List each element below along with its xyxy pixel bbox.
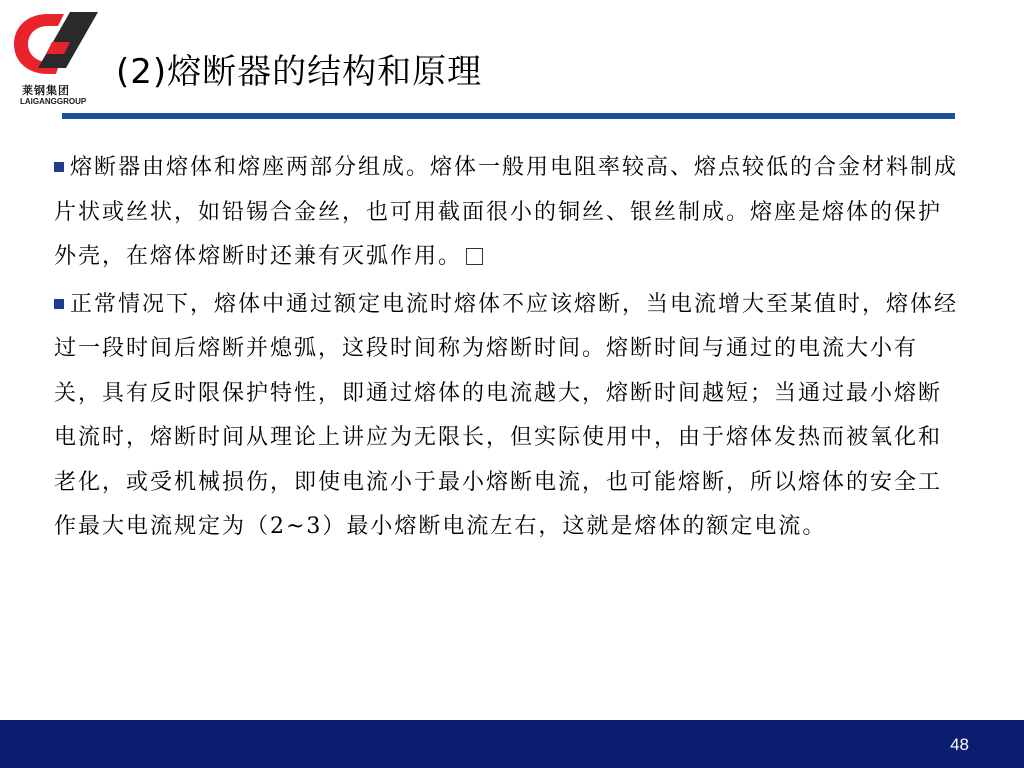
- checkbox-icon: [466, 248, 483, 265]
- footer-bar: [0, 720, 1024, 768]
- company-logo: [8, 6, 104, 106]
- square-bullet-icon: [54, 162, 64, 172]
- paragraph-principle: [54, 283, 960, 550]
- logo-name-cn: 莱钢集团: [22, 84, 70, 97]
- paragraph-structure-text: 熔断器由熔体和熔座两部分组成。熔体一般用电阻率较高、熔点较低的合金材料制成片状或丝状，如铅锡合金丝，也可用截面很小的铜丝、银丝制成。熔座是熔体的保护外壳，在熔体熔断时还兼有灭弧作用。: [54, 155, 959, 269]
- slide-title: (2)熔断器的结构和原理: [116, 52, 483, 92]
- logo-name-en: LAIGANGGROUP: [20, 97, 87, 106]
- square-bullet-icon: [54, 299, 64, 309]
- paragraph-principle-text: 正常情况下，熔体中通过额定电流时熔体不应该熔断，当电流增大至某值时，熔体经过一段时间后熔断并熄弧，这段时间称为熔断时间。熔断时间与通过的电流大小有关，具有反时限保护特性，即通过熔体的电流越大，熔断时间越短；当通过最小熔断电流时，熔断时间从理论上讲应为无限长，但实际使用中，由于熔体发热而被氧化和老化，或受机械损伤，即使电流小于最小熔断电流，也可能熔断，所以熔体的安全工作最大电流规定为（2~3）最小熔断电流左右，这就是熔体的额定电流。: [54, 291, 959, 539]
- slide-body: [54, 146, 960, 550]
- title-divider: [62, 113, 955, 119]
- paragraph-structure: [54, 146, 960, 280]
- logo-mark-icon: [8, 6, 104, 80]
- page-number: 48: [950, 735, 969, 754]
